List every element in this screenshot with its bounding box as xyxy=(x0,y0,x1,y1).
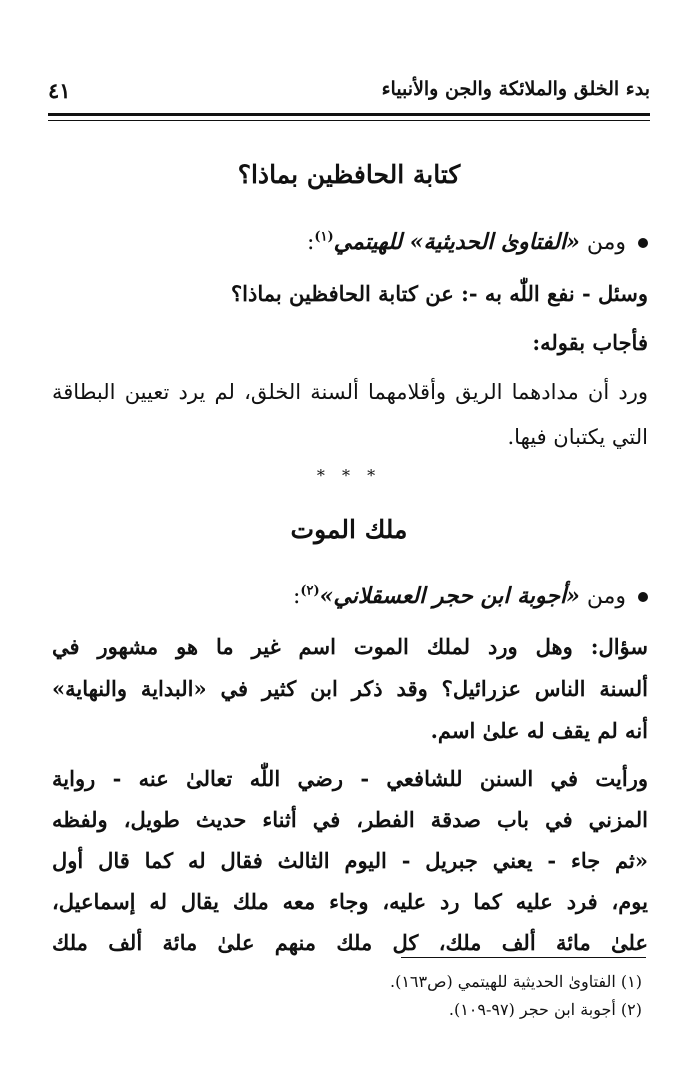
answer-line: المزني في باب صدقة الفطر، في أثناء حديث طويل، ولفظه xyxy=(52,807,648,832)
section-separator: * * * xyxy=(316,466,382,485)
question-line: أنه لم يقف له علىٰ اسم. xyxy=(430,718,648,743)
source-title: «الفتاوىٰ الحديثية» للهيتمي xyxy=(333,229,580,255)
footnote-ref[interactable]: (٢) xyxy=(300,583,320,599)
page-number: ٤١ xyxy=(48,78,71,103)
header-rule-thin xyxy=(48,120,650,121)
section-heading-scribes: كتابة الحافظين بماذا؟ xyxy=(237,160,461,189)
answer-line: ورد أن مدادهما الريق وأقلامهما ألسنة الخلق، لم يرد تعيين البطاقة xyxy=(52,380,648,404)
footnote-2: (٢) أجوبة ابن حجر (٩٧-١٠٩). xyxy=(448,1000,642,1019)
answer-line: «ثم جاء - يعني جبريل - اليوم الثالث فقال له كما قال أول xyxy=(52,848,648,873)
source-prefix: ومن xyxy=(586,584,626,609)
footnote-rule xyxy=(401,957,646,958)
source-prefix: ومن xyxy=(586,230,626,255)
source-suffix: : xyxy=(306,230,315,255)
question-text: وسئل - نفع اللّٰه به -: عن كتابة الحافظين بماذا؟ xyxy=(231,281,648,306)
answer-line: يوم، فرد عليه كما رد عليه، وجاء معه ملك يقال له إسماعيل، xyxy=(52,889,648,914)
answer-line: ورأيت في السنن للشافعي - رضي اللّٰه تعالىٰ عنه - رواية xyxy=(52,766,648,791)
answer-line: علىٰ مائة ألف ملك، كل ملك منهم علىٰ مائة ألف ملك xyxy=(52,930,648,955)
source-line-1 xyxy=(52,229,648,255)
source-suffix: : xyxy=(292,584,301,609)
answer-label: فأجاب بقوله: xyxy=(532,330,648,355)
footnote-ref[interactable]: (١) xyxy=(314,229,334,245)
question-line: سؤال: وهل ورد لملك الموت اسم غير ما هو مشهور في xyxy=(52,634,648,659)
answer-line: التي يكتبان فيها. xyxy=(507,425,648,449)
bullet-icon xyxy=(638,592,648,602)
section-heading-angel-of-death: ملك الموت xyxy=(290,515,408,544)
page-header xyxy=(48,78,650,106)
source-title: «أجوبة ابن حجر العسقلاني» xyxy=(319,583,580,609)
header-rule-thick xyxy=(48,113,650,116)
bullet-icon xyxy=(638,238,648,248)
footnote-1: (١) الفتاوىٰ الحديثية للهيتمي (ص١٦٣). xyxy=(389,972,642,991)
question-line: ألسنة الناس عزرائيل؟ وقد ذكر ابن كثير في «البداية والنهاية» xyxy=(52,676,648,701)
source-line-2 xyxy=(52,583,648,609)
running-title: بدء الخلق والملائكة والجن والأنبياء xyxy=(381,78,650,100)
